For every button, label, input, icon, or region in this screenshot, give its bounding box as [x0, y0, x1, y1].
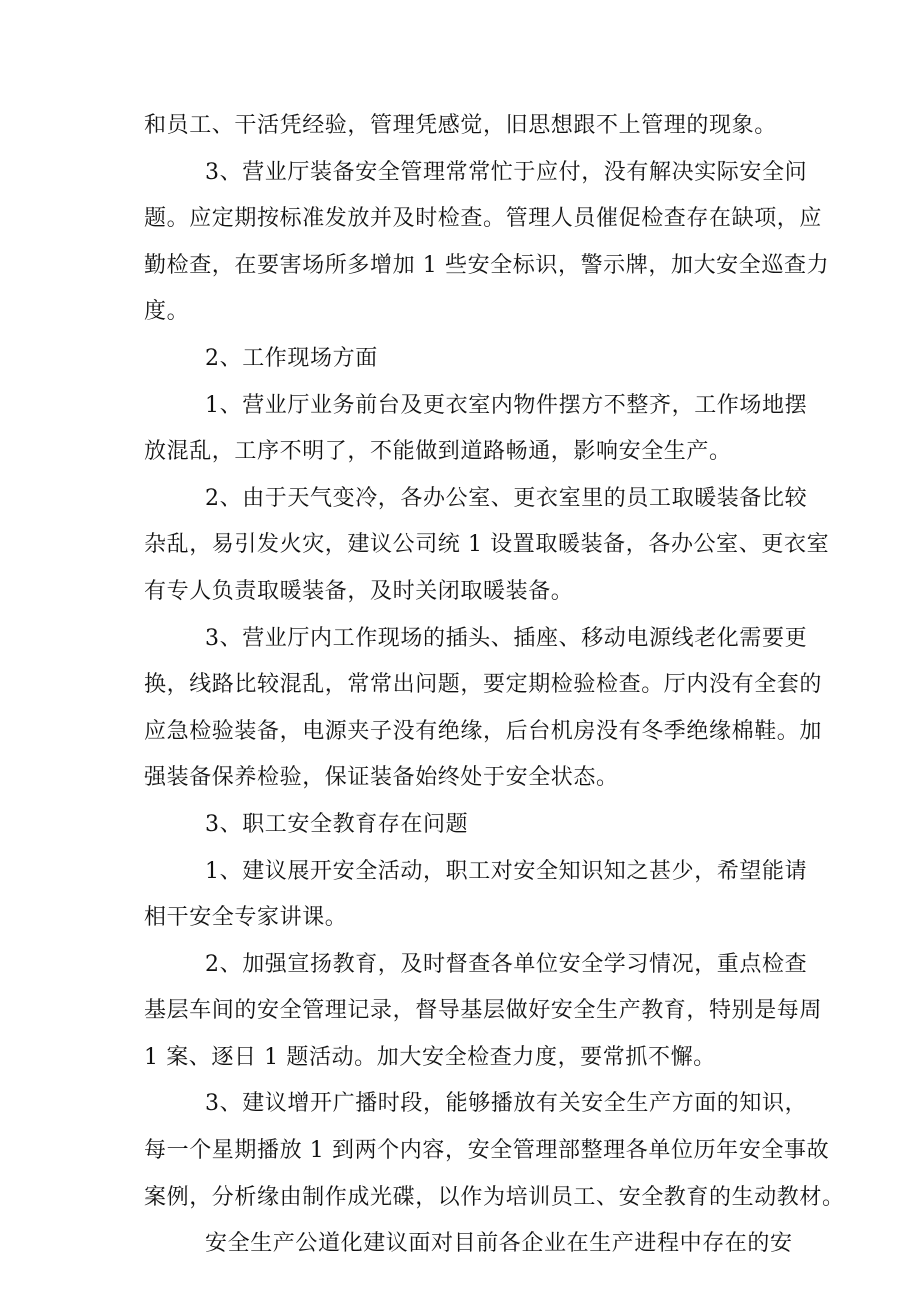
text-line: 强装备保养检验，保证装备始终处于安全状态。: [144, 765, 619, 791]
text-line: 2、工作现场方面: [205, 345, 378, 371]
text-line: 3、建议增开广播时段，能够播放有关安全生产方面的知识，: [205, 1091, 808, 1117]
text-line: 相干安全专家讲课。: [144, 905, 348, 931]
text-line: 题。应定期按标准发放并及时检查。管理人员催促检查存在缺项，应: [144, 206, 823, 232]
text-line: 杂乱，易引发火灾，建议公司统 1 设置取暖装备，各办公室、更衣室: [144, 532, 830, 558]
text-line: 1、营业厅业务前台及更衣室内物件摆方不整齐，工作场地摆: [205, 392, 808, 418]
text-line: 2、加强宣扬教育，及时督查各单位安全学习情况，重点检查: [205, 951, 808, 977]
text-line: 3、职工安全教育存在问题: [205, 811, 469, 837]
text-line: 度。: [144, 299, 190, 325]
text-line: 和员工、干活凭经验，管理凭感觉，旧思想跟不上管理的现象。: [144, 113, 777, 138]
text-line: 有专人负责取暖装备，及时关闭取暖装备。: [144, 578, 574, 604]
text-line: 2、由于天气变冷，各办公室、更衣室里的员工取暖装备比较: [205, 485, 808, 511]
text-line: 应急检验装备，电源夹子没有绝缘，后台机房没有冬季绝缘棉鞋。加: [144, 718, 823, 744]
text-line: 基层车间的安全管理记录，督导基层做好安全生产教育，特别是每周: [144, 998, 823, 1024]
text-line: 放混乱，工序不明了，不能做到道路畅通，影响安全生产。: [144, 439, 732, 465]
document-body: [144, 103, 845, 1268]
text-line: 每一个星期播放 1 到两个内容，安全管理部整理各单位历年安全事故: [144, 1138, 830, 1164]
text-line: 3、营业厅内工作现场的插头、插座、移动电源线老化需要更: [205, 625, 808, 651]
text-line: 勤检查，在要害场所多增加 1 些安全标识，警示牌，加大安全巡查力: [144, 252, 830, 278]
text-line: 3、营业厅装备安全管理常常忙于应付，没有解决实际安全问: [205, 159, 808, 185]
text-line: 换，线路比较混乱，常常出问题，要定期检验检查。厅内没有全套的: [144, 672, 823, 698]
text-line: 1 案、逐日 1 题活动。加大安全检查力度，要常抓不懈。: [144, 1044, 716, 1070]
text-line: 安全生产公道化建议面对目前各企业在生产进程中存在的安: [205, 1231, 793, 1257]
text-line: 案例，分析缘由制作成光碟，以作为培训员工、安全教育的生动教材。: [144, 1184, 845, 1210]
text-line: 1、建议展开安全活动，职工对安全知识知之甚少，希望能请: [205, 858, 808, 884]
